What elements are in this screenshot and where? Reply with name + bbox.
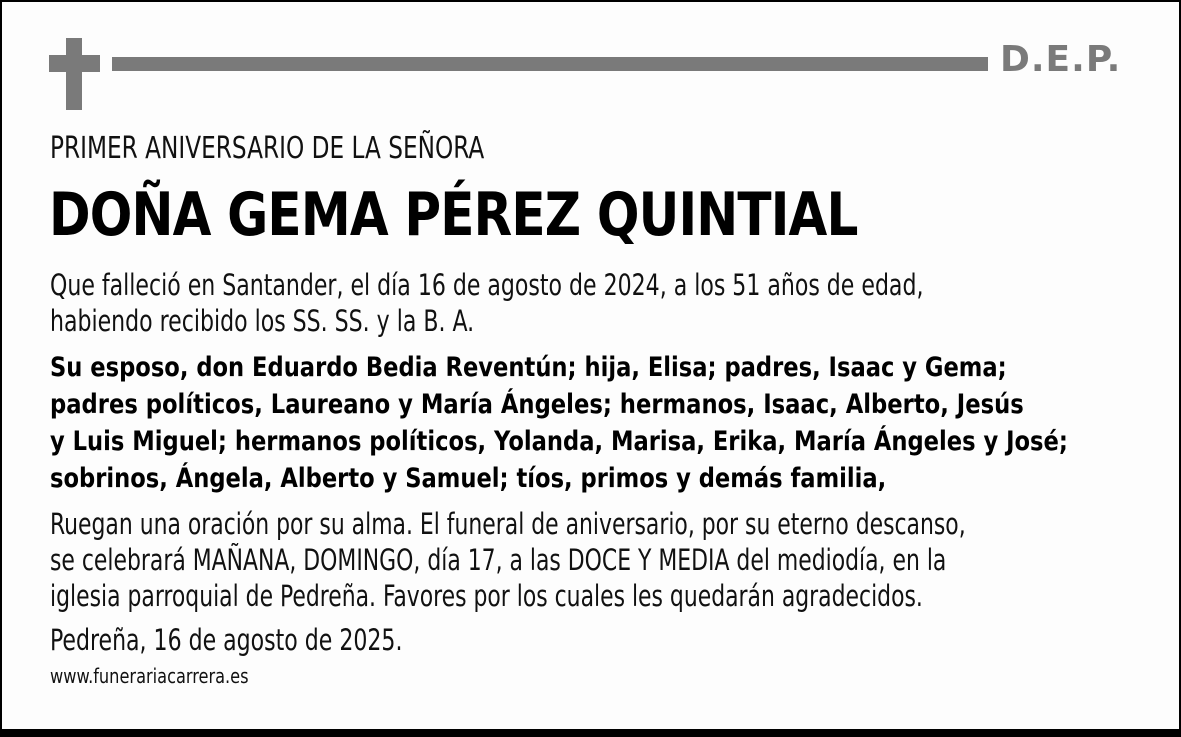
family-line: y Luis Miguel; hermanos políticos, Yolanda, Marisa, Erika, María Ángeles y José;	[50, 426, 1068, 457]
intro-line: habiendo recibido los SS. SS. y la B. A.	[50, 304, 475, 338]
family-line: sobrinos, Ángela, Alberto y Samuel; tíos, primos y demás familia,	[50, 463, 887, 494]
deceased-name: DOÑA GEMA PÉREZ QUINTIAL	[49, 180, 858, 250]
family-line: padres políticos, Laureano y María Ángeles; hermanos, Isaac, Alberto, Jesús	[50, 389, 1024, 420]
request-line: se celebrará MAÑANA, DOMINGO, día 17, a las DOCE Y MEDIA del mediodía, en la	[50, 543, 947, 577]
header-rule	[112, 57, 988, 71]
intro-line: Que falleció en Santander, el día 16 de agosto de 2024, a los 51 años de edad,	[50, 268, 924, 302]
anniversary-kicker: PRIMER ANIVERSARIO DE LA SEÑORA	[50, 131, 485, 166]
request-line: iglesia parroquial de Pedreña. Favores por los cuales les quedarán agradecidos.	[50, 579, 923, 613]
place-date: Pedreña, 16 de agosto de 2025.	[50, 623, 403, 657]
request-line: Ruegan una oración por su alma. El funeral de aniversario, por su eterno descanso,	[50, 507, 966, 541]
website-link[interactable]: www.funerariacarrera.es	[50, 664, 249, 688]
dep-label: D.E.P.	[1000, 39, 1122, 80]
family-line: Su esposo, don Eduardo Bedia Reventún; hija, Elisa; padres, Isaac y Gema;	[50, 352, 1007, 383]
